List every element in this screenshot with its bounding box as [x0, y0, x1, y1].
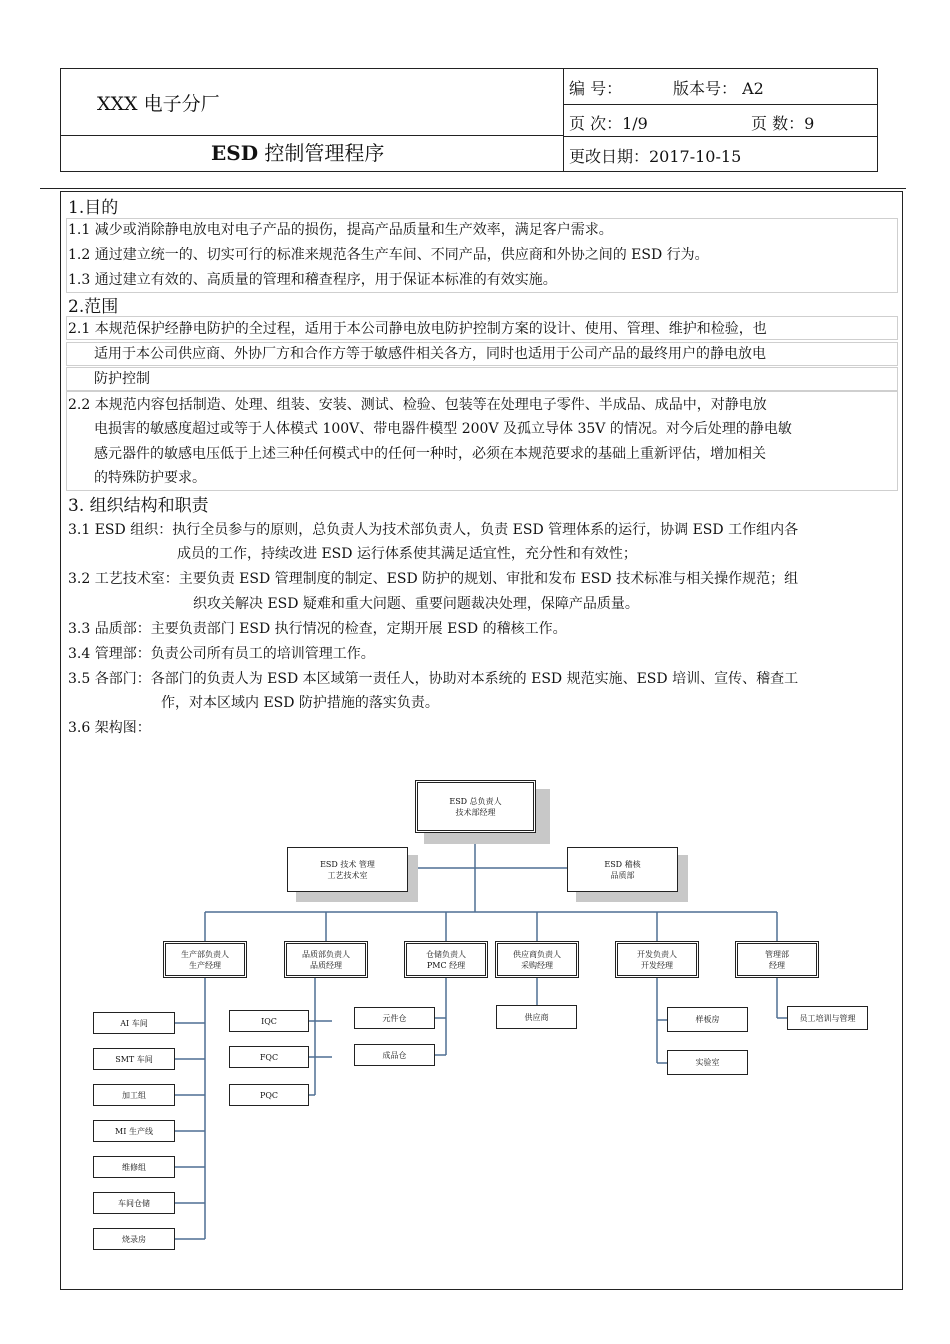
org-item-warehouse: 元件仓 — [354, 1007, 435, 1029]
section-heading: 1.目的 — [68, 198, 119, 218]
org-box-management — [735, 941, 819, 978]
title-esd: ESD — [211, 141, 259, 165]
org-label: 工艺技术室 — [327, 870, 368, 880]
org-item-production: 维修组 — [93, 1156, 175, 1178]
org-box-warehouse — [404, 941, 488, 978]
org-label: 管理部 — [765, 949, 789, 959]
org-box-audit — [567, 847, 678, 892]
paragraph: 适用于本公司供应商、外协厂方和合作方等于敏感件相关各方，同时也适用于公司产品的最终用户的静电放电 — [94, 346, 766, 362]
page-number: 页 次：1/9 — [569, 114, 648, 133]
org-item-production: AI 车间 — [93, 1012, 175, 1034]
paragraph: 的特殊防护要求。 — [94, 470, 206, 486]
org-item-quality: IQC — [229, 1010, 309, 1032]
org-item-production: MI 生产线 — [93, 1120, 175, 1142]
paragraph: 作，对本区域内 ESD 防护措施的落实负责。 — [161, 695, 439, 711]
title-rest: 控制管理程序 — [258, 141, 385, 165]
page-count: 页 数：9 — [751, 114, 815, 133]
paragraph: 织攻关解决 ESD 疑难和重大问题、重要问题裁决处理，保障产品质量。 — [193, 596, 639, 612]
org-item-production: SMT 车间 — [93, 1048, 175, 1070]
org-item-production: 烧录房 — [93, 1228, 175, 1250]
paragraph: 成员的工作，持续改进 ESD 运行体系使其满足适宜性，充分性和有效性； — [177, 546, 637, 562]
org-box-supplier — [495, 941, 579, 978]
paragraph: 2.1 本规范保护经静电防护的全过程，适用于本公司静电放电防护控制方案的设计、使用、管理、维护和检验，也 — [68, 321, 767, 337]
org-label: 开发负责人 — [637, 949, 677, 959]
paragraph: 防护控制 — [94, 371, 150, 387]
org-label: 生产部负责人 — [181, 949, 229, 959]
org-box-tech — [287, 847, 408, 892]
paragraph: 3.2 工艺技术室：主要负责 ESD 管理制度的制定、ESD 防护的规划、审批和发布 ESD 技术标准与相关操作规范；组 — [68, 571, 799, 587]
org-label: 供应商负责人 — [513, 949, 561, 959]
org-box-production — [163, 941, 247, 978]
section-heading: 3. 组织结构和职责 — [68, 496, 209, 516]
paragraph: 3.5 各部门：各部门的负责人为 ESD 本区域第一责任人，协助对本系统的 ESD 规范实施、ESD 培训、宣传、稽查工 — [68, 671, 799, 687]
org-label: ESD 总负责人 — [449, 796, 502, 806]
org-box-quality — [284, 941, 368, 978]
org-item-management: 员工培训与管理 — [787, 1006, 868, 1030]
paragraph: 1.2 通过建立统一的、切实可行的标准来规范各生产车间、不同产品，供应商和外协之间的 ESD 行为。 — [68, 247, 709, 263]
org-label: 技术部经理 — [455, 807, 496, 817]
org-box-development — [615, 941, 699, 978]
paragraph: 3.6 架构图： — [68, 720, 151, 736]
org-label: ESD 技术 管理 — [320, 859, 375, 869]
org-label: 开发经理 — [641, 960, 673, 970]
org-label: 品质部负责人 — [302, 949, 350, 959]
paragraph: 3.4 管理部：负责公司所有员工的培训管理工作。 — [68, 646, 375, 662]
paragraph: 感元器件的敏感电压低于上述三种任何模式中的任何一种时，必须在本规范要求的基础上重新评估，增加相关 — [94, 446, 766, 462]
org-item-warehouse: 成品仓 — [354, 1044, 435, 1066]
org-label: 品质经理 — [310, 960, 342, 970]
org-label: 采购经理 — [521, 960, 553, 970]
org-item-production: 车间仓储 — [93, 1192, 175, 1214]
company-name: XXX 电子分厂 — [97, 93, 220, 115]
org-label: ESD 稽核 — [604, 859, 641, 869]
version-label: 版本号： A2 — [673, 79, 764, 98]
org-label: 生产经理 — [189, 960, 221, 970]
org-item-production: 加工组 — [93, 1084, 175, 1106]
org-item-development: 实验室 — [667, 1050, 748, 1075]
section-heading: 2.范围 — [68, 297, 119, 317]
paragraph: 2.2 本规范内容包括制造、处理、组装、安装、测试、检验、包装等在处理电子零件、半成品、成品中，对静电放 — [68, 397, 767, 413]
org-item-quality: FQC — [229, 1046, 309, 1068]
paragraph: 3.3 品质部：主要负责部门 ESD 执行情况的检查，定期开展 ESD 的稽核工作。 — [68, 621, 567, 637]
paragraph: 1.3 通过建立有效的、高质量的管理和稽查程序，用于保证本标准的有效实施。 — [68, 272, 557, 288]
change-date: 更改日期：2017-10-15 — [569, 147, 742, 166]
org-box-esd-head — [415, 780, 536, 833]
org-item-development: 样板房 — [667, 1007, 748, 1032]
paragraph: 1.1 减少或消除静电放电对电子产品的损伤，提高产品质量和生产效率，满足客户需求。 — [68, 222, 613, 238]
org-label: 品质部 — [610, 870, 635, 880]
org-item-quality: PQC — [229, 1084, 309, 1106]
code-label: 编 号： — [569, 79, 623, 98]
org-label: 经理 — [769, 960, 785, 970]
org-label: PMC 经理 — [426, 960, 466, 970]
paragraph: 3.1 ESD 组织：执行全员参与的原则，总负责人为技术部负责人，负责 ESD 管理体系的运行，协调 ESD 工作组内各 — [68, 522, 799, 538]
org-label: 仓储负责人 — [426, 949, 466, 959]
org-item-supplier: 供应商 — [496, 1005, 577, 1029]
paragraph: 电损害的敏感度超过或等于人体模式 100V、带电器件模型 200V 及孤立导体 35V 的情况。对今后处理的静电敏 — [94, 421, 792, 437]
